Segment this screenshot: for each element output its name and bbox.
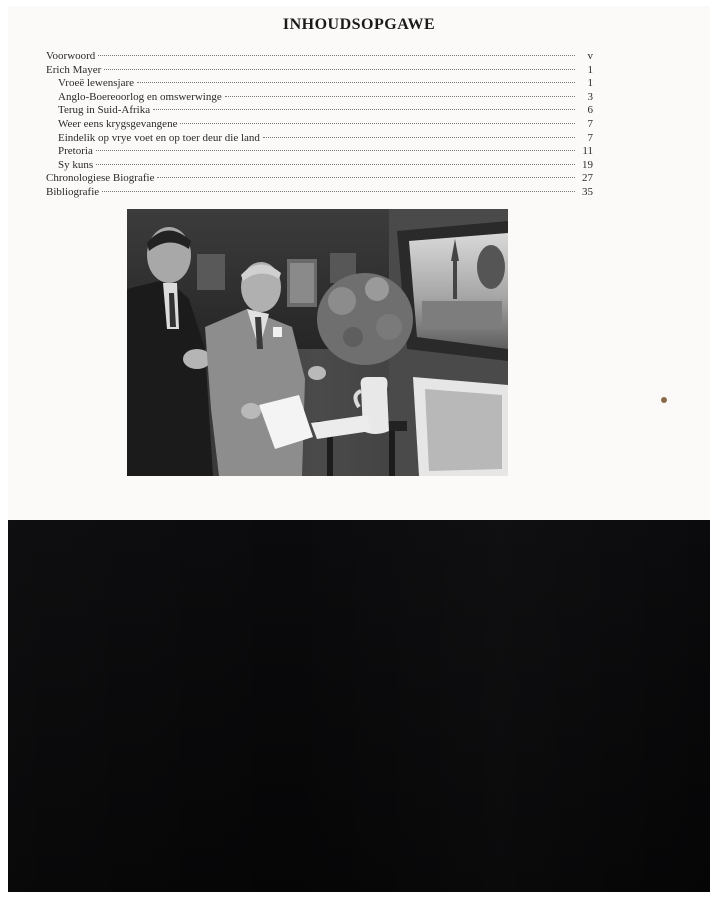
toc-subentry xyxy=(46,118,593,132)
toc-subentry xyxy=(46,91,593,105)
toc-leader-dots xyxy=(180,123,575,124)
toc-leader-dots xyxy=(225,96,575,97)
toc-leader-dots xyxy=(157,177,575,178)
toc-entry-page: v xyxy=(587,50,593,62)
toc-entry-label: Voorwoord xyxy=(46,50,96,62)
photograph-image xyxy=(127,209,508,476)
toc-subentry xyxy=(46,77,593,91)
exhibition-photograph xyxy=(127,209,508,476)
toc-entry-page: 1 xyxy=(587,63,593,76)
toc-entry-label: Chronologiese Biografie xyxy=(46,172,155,185)
book-page xyxy=(8,6,710,521)
toc-subentry xyxy=(46,145,593,159)
toc-entry-label: Pretoria xyxy=(58,145,93,158)
toc-entry-label: Erich Mayer xyxy=(46,63,102,76)
toc-entry-label: Terug in Suid-Afrika xyxy=(58,104,151,117)
toc-leader-dots xyxy=(96,164,575,165)
toc-entry-page: 6 xyxy=(587,104,593,117)
toc-entry-label: Vroeë lewensjare xyxy=(58,77,134,90)
dark-background xyxy=(8,520,710,892)
toc-entry-label: Anglo-Boereoorlog en omswerwinge xyxy=(58,90,222,103)
toc-entry-label: Bibliografie xyxy=(46,185,100,198)
toc-entry-page: 35 xyxy=(582,185,593,198)
toc-entry-page: 7 xyxy=(587,131,593,144)
toc-leader-dots xyxy=(98,55,575,56)
toc-subentry xyxy=(46,104,593,118)
toc-leader-dots xyxy=(263,137,575,138)
toc-subentry xyxy=(46,159,593,173)
toc-entry xyxy=(46,64,593,78)
toc-leader-dots xyxy=(104,69,575,70)
toc-leader-dots xyxy=(102,191,575,192)
toc-entry-page: 7 xyxy=(587,117,593,130)
toc-entry-page: 1 xyxy=(587,77,593,90)
toc-leader-dots xyxy=(137,82,575,83)
stain-mark xyxy=(661,397,667,403)
toc-subentry xyxy=(46,132,593,146)
toc-leader-dots xyxy=(153,109,575,110)
toc-entry-page: 11 xyxy=(582,145,593,158)
page-title: INHOUDSOPGAWE xyxy=(282,16,436,33)
toc-entry-page: 27 xyxy=(582,172,593,185)
toc-leader-dots xyxy=(96,150,575,151)
toc-entry xyxy=(46,50,593,64)
toc-entry-label: Sy kuns xyxy=(58,158,94,171)
toc-entry-page: 19 xyxy=(582,158,593,171)
toc-entry-page: 3 xyxy=(587,90,593,103)
toc-entry xyxy=(46,172,593,186)
toc-entry xyxy=(46,186,593,200)
table-of-contents xyxy=(46,50,593,200)
toc-entry-label: Eindelik op vrye voet en op toer deur die land xyxy=(58,131,260,144)
toc-entry-label: Weer eens krygsgevangene xyxy=(58,117,178,130)
